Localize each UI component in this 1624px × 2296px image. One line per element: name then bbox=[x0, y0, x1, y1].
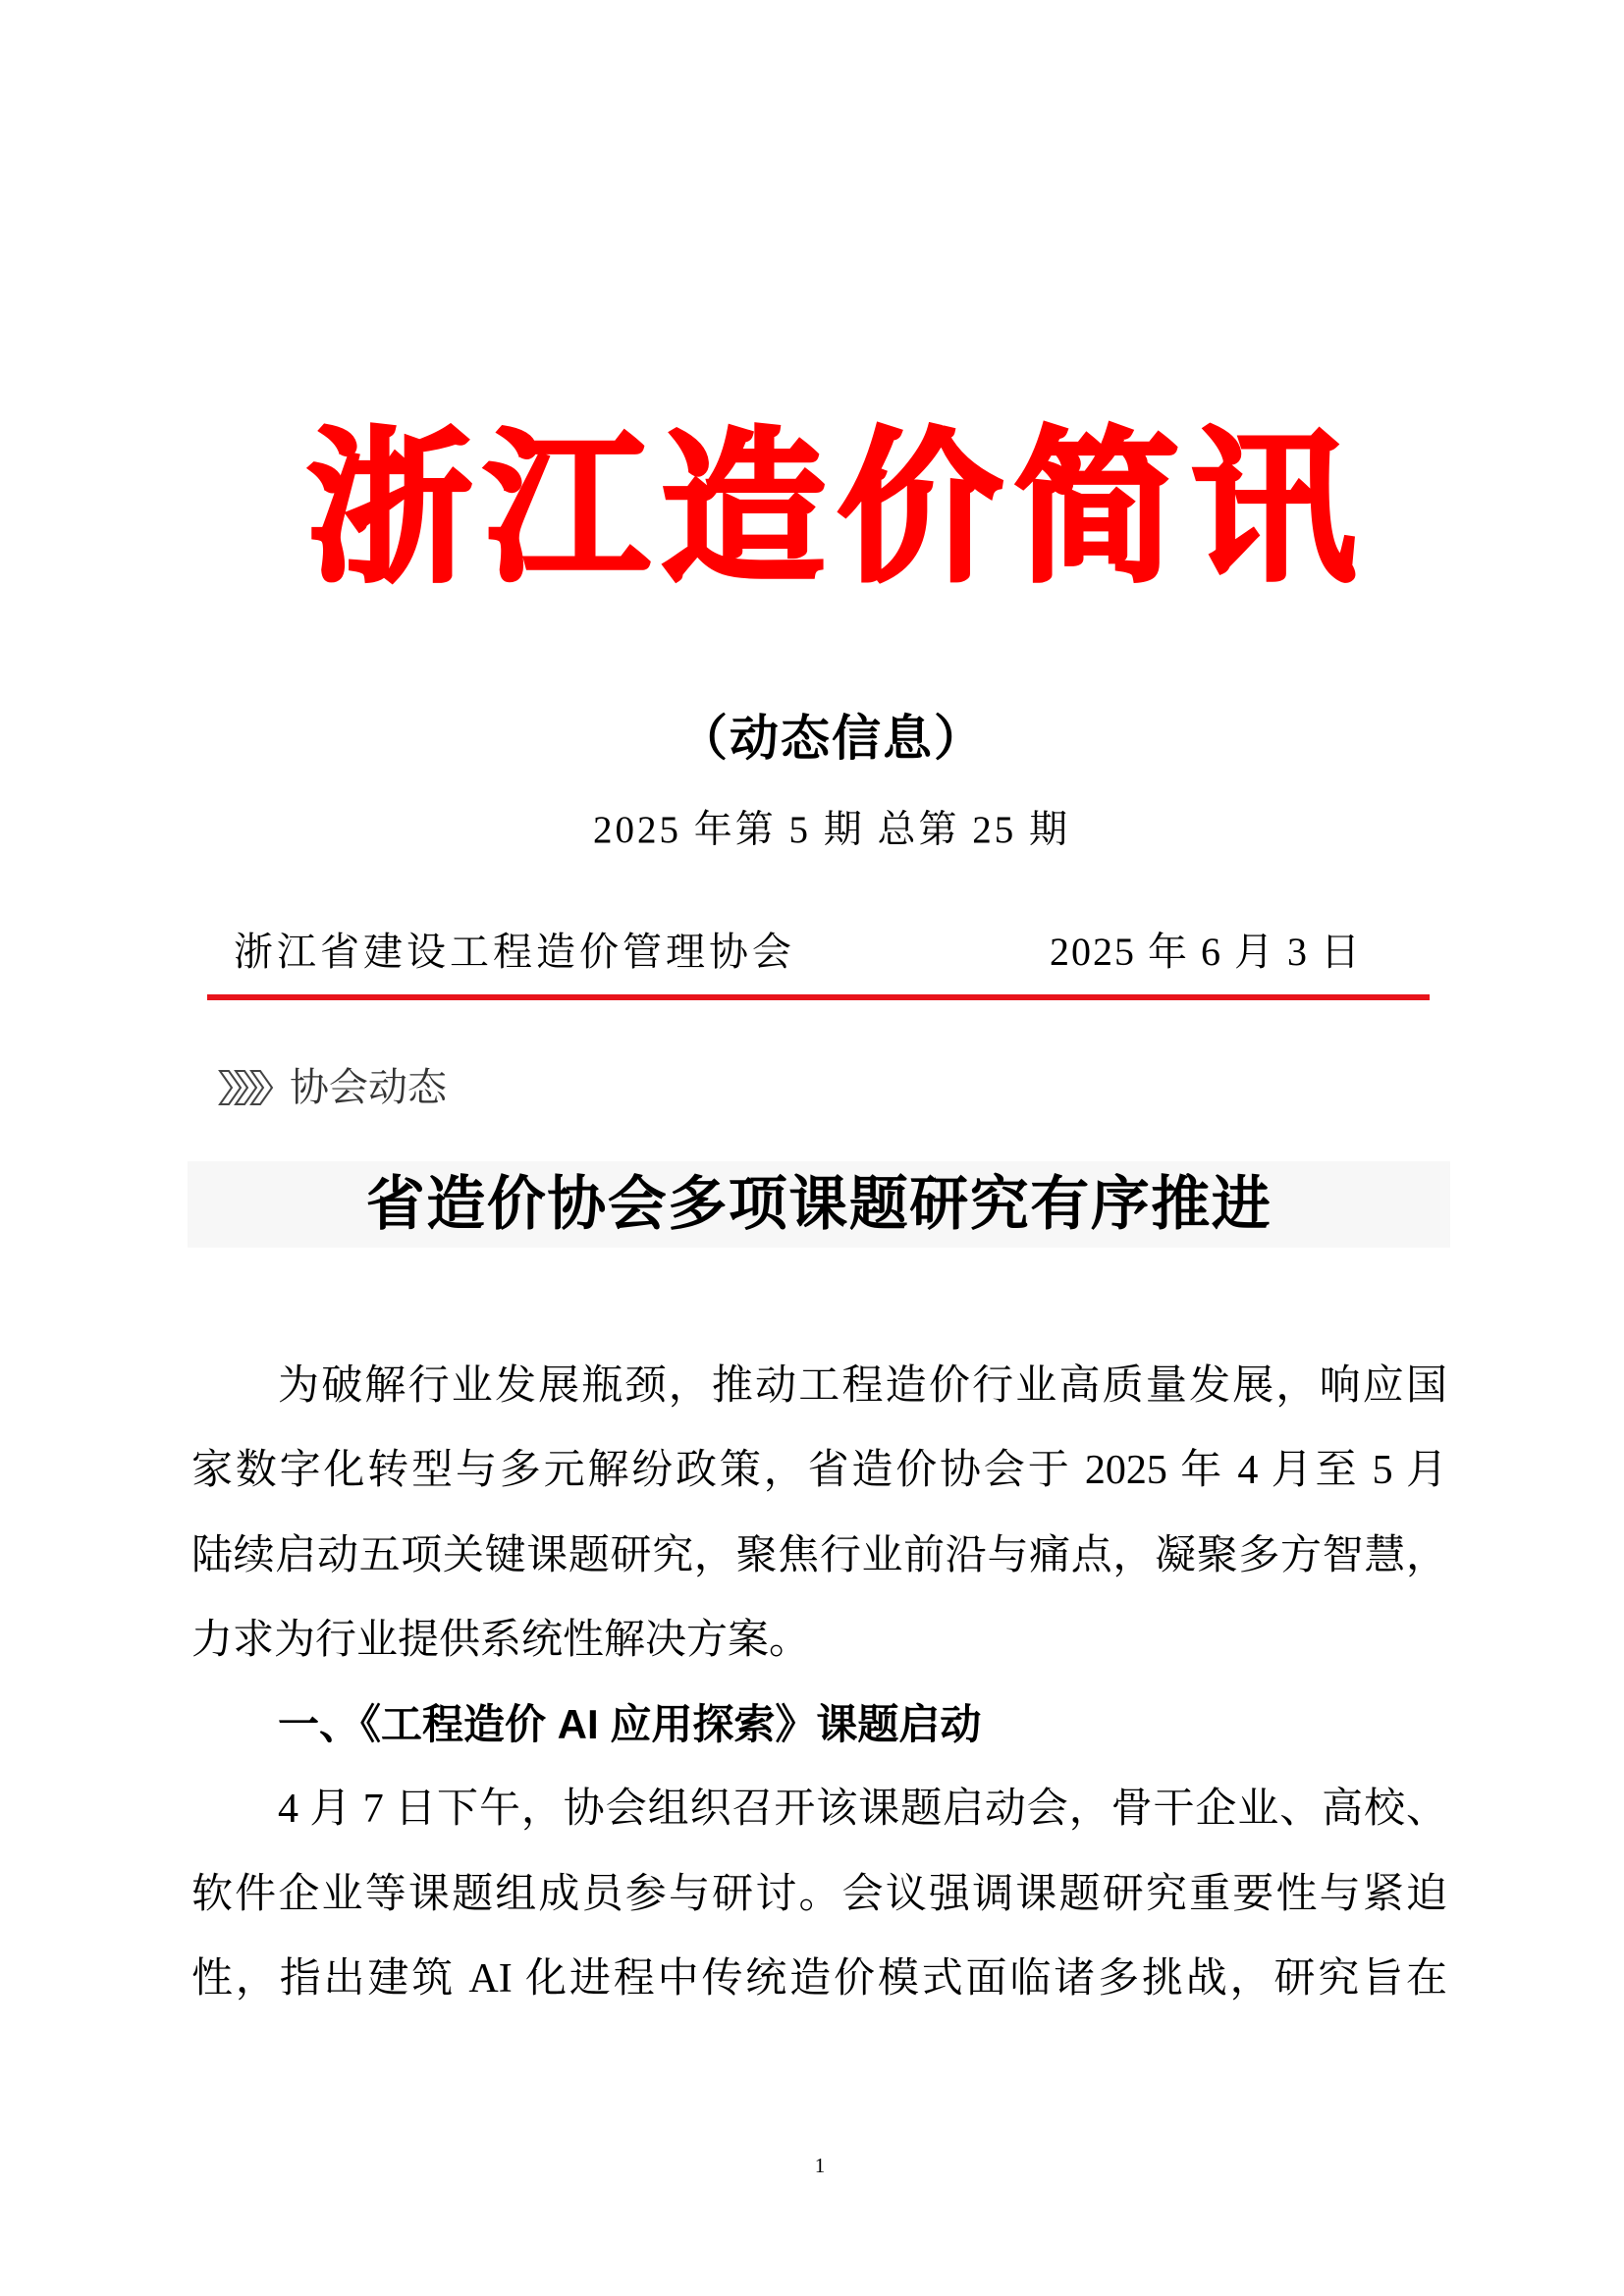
paragraph bbox=[191, 1767, 1447, 2021]
paragraph-line: 家数字化转型与多元解纷政策，省造价协会于 2025 年 4 月至 5 月 bbox=[191, 1448, 1447, 1494]
paragraph-line: 4 月 7 日下午，协会组织召开该课题启动会，骨干企业、高校、 bbox=[278, 1787, 1447, 1833]
publisher-name: 浙江省建设工程造价管理协会 bbox=[234, 930, 795, 974]
section-label: 协会动态 bbox=[290, 1066, 447, 1109]
paragraph bbox=[191, 1344, 1447, 1682]
paragraph-line: 性，指出建筑 AI 化进程中传统造价模式面临诸多挑战，研究旨在 bbox=[191, 1956, 1447, 2002]
paragraph-line: 陆续启动五项关键课题研究，聚焦行业前沿与痛点，凝聚多方智慧， bbox=[191, 1532, 1447, 1578]
page-number: 1 bbox=[814, 2154, 826, 2177]
issue-number: 2025 年第 5 期 总第 25 期 bbox=[592, 809, 1070, 851]
paragraph-line: 力求为行业提供系统性解决方案。 bbox=[191, 1617, 811, 1663]
publish-date: 2025 年 6 月 3 日 bbox=[1050, 930, 1362, 974]
paragraph-line: 为破解行业发展瓶颈，推动工程造价行业高质量发展，响应国 bbox=[278, 1363, 1447, 1409]
article-body bbox=[191, 1344, 1447, 2021]
newsletter-title: 浙江造价简讯 bbox=[307, 419, 1368, 602]
triple-chevron-icon bbox=[218, 1068, 275, 1107]
masthead-divider bbox=[207, 994, 1430, 1000]
section-subheading: 一、《工程造价 AI 应用探索》课题启动 bbox=[278, 1701, 982, 1748]
paragraph-line: 软件企业等课题组成员参与研讨。会议强调课题研究重要性与紧迫 bbox=[191, 1871, 1447, 1917]
article-headline: 省造价协会多项课题研究有序推进 bbox=[365, 1172, 1272, 1237]
headline-band bbox=[188, 1161, 1450, 1248]
newsletter-subtitle: （动态信息） bbox=[678, 711, 985, 766]
